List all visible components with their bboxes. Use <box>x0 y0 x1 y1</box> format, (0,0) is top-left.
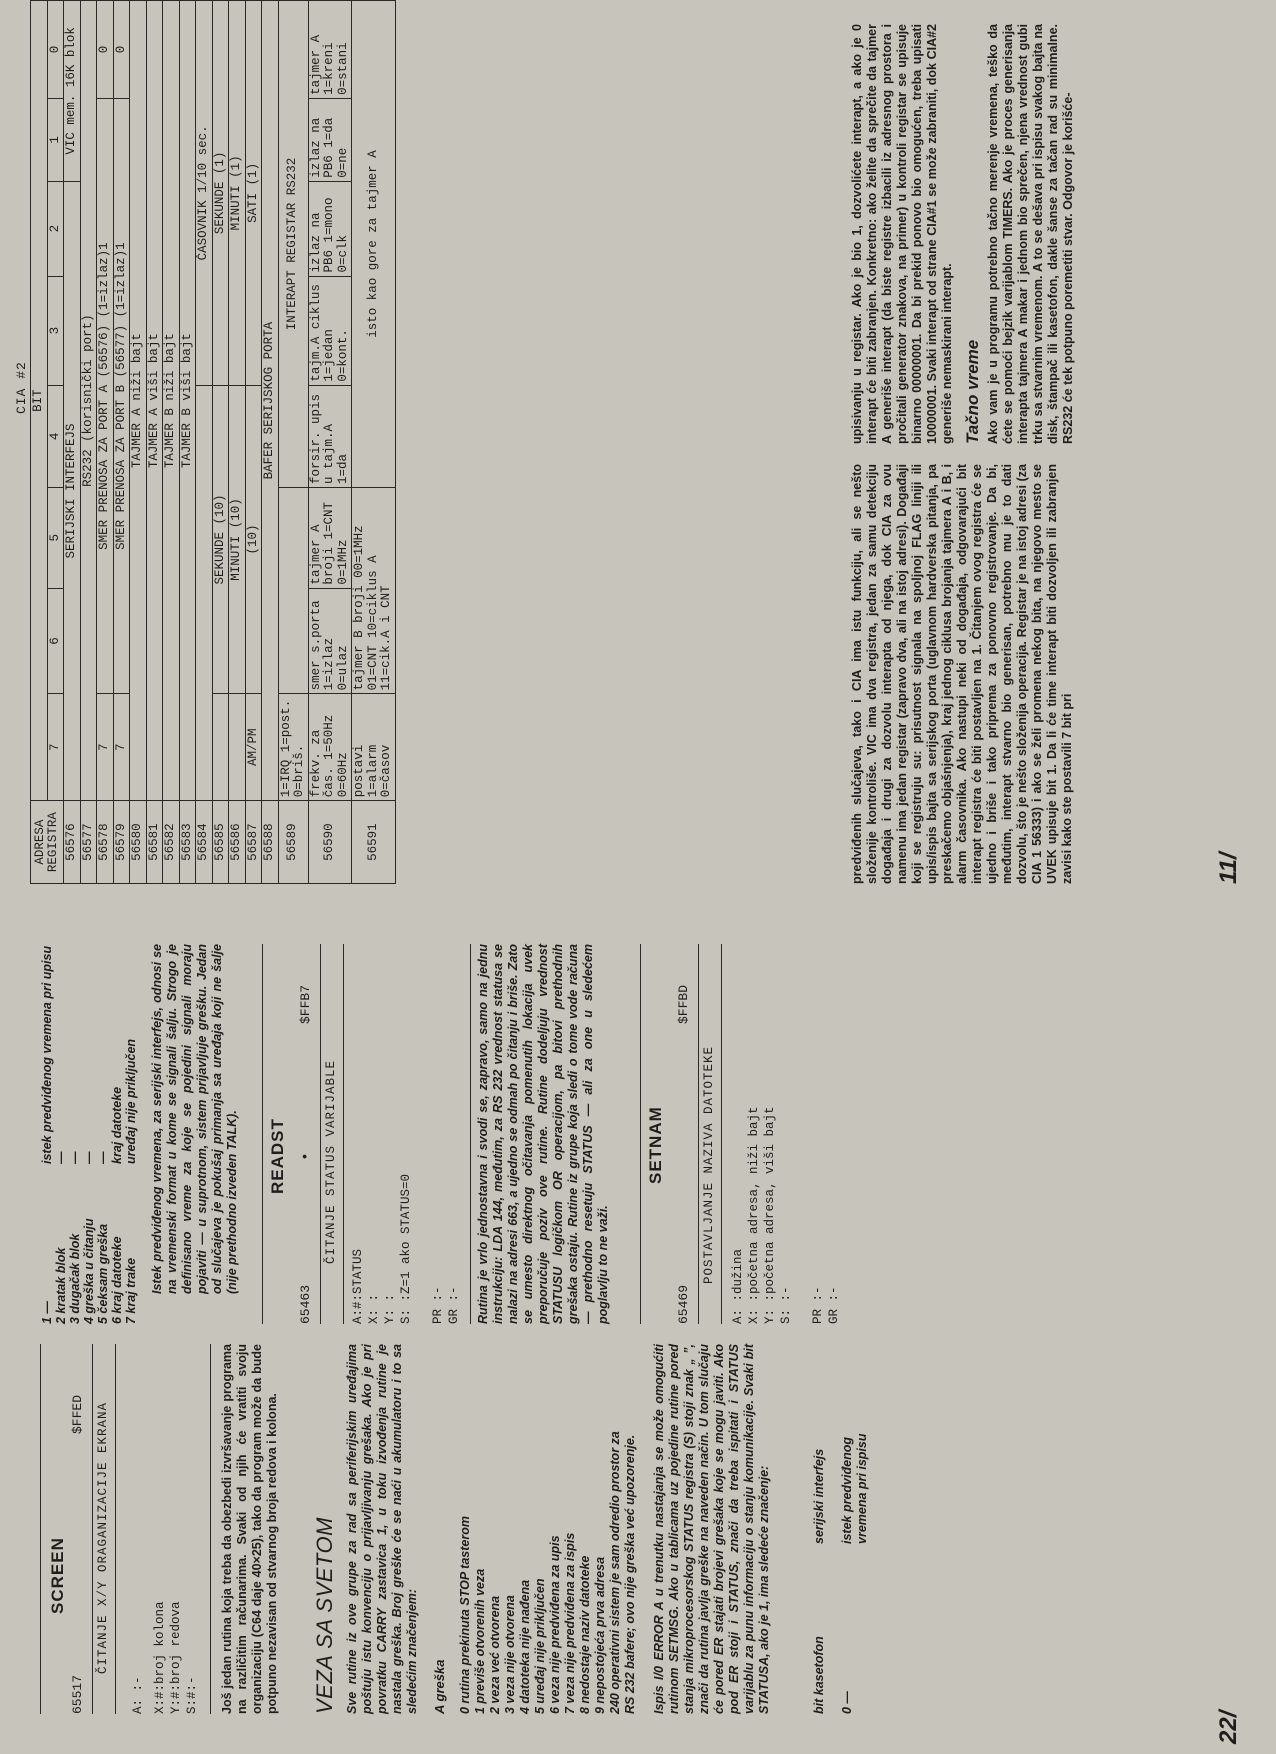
veza-text: Sve rutine iz ove grupe za rad sa periferijskim uređajima poštuju istu konvenciju o prijavljivanju grešaka. Ako je pri povratku CARRY zastavica 1, u toku izvođenja rutine je nastala greška. Broj greške će se naći u akumulatoru i to sa sledećim značenjem: <box>345 1344 419 1714</box>
screen-address: 65517 <box>70 1674 85 1714</box>
setnam-regs2: PR :- GR :- <box>811 1286 841 1324</box>
status-list: 1 — 2 kratak blok 3 dugačak blok 4 greška u čitanju 5 čeksam greška 6 kraj datoteke 7 kraj trake <box>40 1218 138 1324</box>
bit-kasetofon: bit kasetofon <box>812 1636 826 1714</box>
status-text: Istek predviđenog vremena, za serijski interfejs, odnosi se na vremenski format u kome se signali šalju. Strogo je definisano vreme za koje se pojedini signali moraju pojaviti — u suprotnom, sistem prijavljuje grešku. Jedan od slučajeva je pokušaj primanja sa uređaja koji ne šalje (nije prethodno izveden TALK). <box>150 944 239 1294</box>
readst-text: Rutina je vrlo jednostavna i svodi se, zapravo, samo na jednu instrukciju: LDA 144, međutim, za RS 232 vrednost statusa se nalazi na adresi 663, a ujedno se odmah po čitanju i briše. Zato se umesto direktnog očitavanja pomenutih lokacija uvek preporučuje poziv ove rutine. Rutine dodeljuju vrednost STATUSU logičkom OR operacijom, pa bitovi prethodnih grešaka ostaju. Rutine iz grupe koja sledi o tome vode računa — prethodno resetuju STATUS — ali za one u sledećem poglavlju to ne važi. <box>476 944 610 1324</box>
right-text-1: predviđenih slučajeva, tako i CIA ima istu funkciju, ali se nešto složenije kontroliše. VIC ima dva registra, jedan za samu detekciju događaja i drugi za dozvolu interapta od njega, dok CIA za ovu namenu ima jedan registar (zapravo dva, ali na istoj adresi). Događaji koji se registruju su: prisutnost signala na spoljnoj FLAG liniji ili upis/ispis bajta sa serijskog porta (uglavnom hardverska pitanja, pa preskačemo objašnjenja), kraj jednog ciklusa brojanja tajmera A i B, i alarm časovnika. Ako nastupi neki od događaja, odgovarajući bit interapt registra će biti postavljen na 1. Čitanjem ovog registra će se ujedno i briše i tako priprema za ponovno registrovanje. Da bi, međutim, interapt stvarno bio generisan, potrebno mu je to dati dozvolu, što je nešto složenija operacija. Registar je na istoj adresi (za CIA 1 56333) i ako se želi promena nekog bita, na njegovo mesto se UVEK upisuje bit 1. Da li će time interapt biti dozvoljen ili zabranjen zavisi kako ste postavili 7 bit pri <box>850 464 1074 884</box>
readst-hex: $FFB7 <box>298 984 313 1024</box>
bit0: 0 — <box>840 1691 854 1714</box>
screen-regs: A: :- X:#:broj kolona Y:#:broj redova S:#:- <box>131 1601 199 1714</box>
cia-table: ADRESA REGISTRA BIT 7 6 5 4 3 2 1 0 56576 SERIJSKI INTERFEJS VIC mem. 16K blok 56577 RS232 (korisnički port) 56578 7 SMER PRENOSA ZA PORT A (56576) (1=izlaz)1 0 56579 7 SMER PRENOSA ZA PORT B (56577) (1=izlaz)1 0 56580 TAJMER A niži bajt 56581 TAJMER A viši bajt 56582 TAJMER B niži bajt 56583 TAJMER B viši bajt 56584 ČASOVNIK 1/10 sec. 56585 SEKUNDE (10) SEKUNDE (1) 56586 MINUTI (10) MINUTI (1) 56587 AM/PM (10) SATI (1) 56588 BAFER SERIJSKOG PORTA 56589 1=IRQ 1=post. 0=briš. INTERAPT REGISTAR RS232 56590 frekv. za čas. 1=50Hz 0=60Hz smer s.porta 1=izlaz 0=ulaz tajmer A broji 1=CNT 0=1MHz forsir. upis u tajm.A 1=da tajm.A ciklus 1=jedan 0=kont. izlaz na PB6 1=mono 0=clk izlaz na PB6 1=da 0=ne tajmer A 1=kreni 0=stani 56591 postavi 1=alarm 0=časov tajmer B broji 00=1MHz 01=CNT 10=ciklus A 11=cik.A i CNT isto kao gore za tajmer A <box>30 0 396 884</box>
bit0-desc: istek predviđenog vremena pri ispisu <box>840 1433 869 1544</box>
status-list-2: istek predviđenog vremena pri upisu — — — — kraj datoteke uređaj nije priključen <box>40 945 138 1164</box>
readst-regs2: PR :- GR :- <box>431 1286 461 1324</box>
page-number-right: 11/ <box>1215 852 1242 884</box>
screen-text: Još jedan rutina koja treba da obezbedi izvršavanje programa na različitim računarima. Svaki od njih će vratiti svoju organizaciju (C64 daje 40×25), tako da program može da bude potpuno nezavisan od stvarnog broja redova i kolona. <box>220 1344 279 1714</box>
bullet: • <box>296 1154 312 1159</box>
veza-heading: VEZA SA SVETOM <box>312 1517 337 1714</box>
cia-title: CIA #2 <box>14 361 29 414</box>
setnam-heading: SETNAM <box>646 1106 665 1184</box>
readst-desc: ČITANJE STATUS VARIJABLE <box>324 1059 338 1264</box>
readst-address: 65463 <box>298 1284 313 1324</box>
io-error-text: Ispis I/0 ERROR A u trenutku nastajanja se može omogućiti rutinom SETMSG. Ako u tablicama uz pojedine rutine pored stanja mikroprocesorskog STATUS registra (S) stoji znak „ ”, znači da rutina javlja greške na naveden način. U tom slučaju će pored ER stajati brojevi grešaka koje se mogu javiti. Ako pod ER stoji i STATUS, znači da treba ispitati i STATUS varijablu za punu informaciju o stanju komunikacije. Svaki bit STATUSA, ako je 1, ima sledeće značenje: <box>652 1344 771 1714</box>
screen-desc: ČITANJE X/Y ORAGANIZACIJE EKRANA <box>96 1401 110 1674</box>
setnam-desc: POSTAVLJANJE NAZIVA DATOTEKE <box>702 1045 716 1284</box>
greska-label: A greška <box>432 1659 447 1714</box>
tacno-heading: Tačno vreme <box>963 339 982 444</box>
serijski-interfejs: serijski interfejs <box>812 1448 826 1544</box>
screen-hex: $FFED <box>70 1394 85 1434</box>
setnam-address: 65469 <box>676 1284 691 1324</box>
setnam-regs: A: :dužina X: :početna adresa, niži bajt Y: :početna adresa, viši bajt S: :- <box>731 1106 793 1324</box>
right-text-2: upisivanju u registar. Ako je bio 1, dozvolićete interapt, a ako je 0 interapt će biti zabranjen. Konkretno: ako želite da sprečite da tajmer A generiše interapt (da biste registre izbacili iz adresnog prostora i pročitali generator znakova, na primer) u kontroli registar se upisuje binarno 00000001. Da bi prekid ponovo bio omogućen, treba upisati 10000001. Svaki interapt od strane CIA#1 se može zabraniti, dok CIA#2 generiše nemaskirani interapt. Tačno vreme Ako vam je u programu potrebno tačno merenje vremena, teško da ćete se pomoći bejzik varijablom TIMERS. Ako je proces generisanja interapta tajmera A makar i jednom bio sprečen, njena vrednost gubi trku sa stvarnim vremenom. A to se dešava pri ispisu svakog bajta na disk, štampač ili kasetofon, dakle šanse za tačan rad su minimalne. RS232 će tek potpuno poremetiti stvar. Odgovor je korišće- <box>850 24 1075 444</box>
screen-heading: SCREEN <box>48 1537 67 1614</box>
readst-heading: READST <box>268 1118 287 1194</box>
readst-regs: A:#:STATUS X: : Y: : S: :Z=1 ako STATUS=0 <box>351 1173 413 1324</box>
page-number-left: 22/ <box>1215 1710 1242 1744</box>
error-list: 0 rutina prekinuta STOP tasterom 1 previše otvorenih veza 2 veza već otvorena 3 veza nije otvorena 4 datoteka nije nađena 5 uređaj nije priključen 6 veza nije predviđena za upis 7 veza nije predviđena za ispis 8 nedostaje naziv datoteke 9 nepostojeća prva adresa 240 operativni sistem je sam odredio prostor za RS 232 bafere; ovo nije greška već upozorenje. <box>458 1431 637 1714</box>
setnam-hex: $FFBD <box>676 984 691 1024</box>
